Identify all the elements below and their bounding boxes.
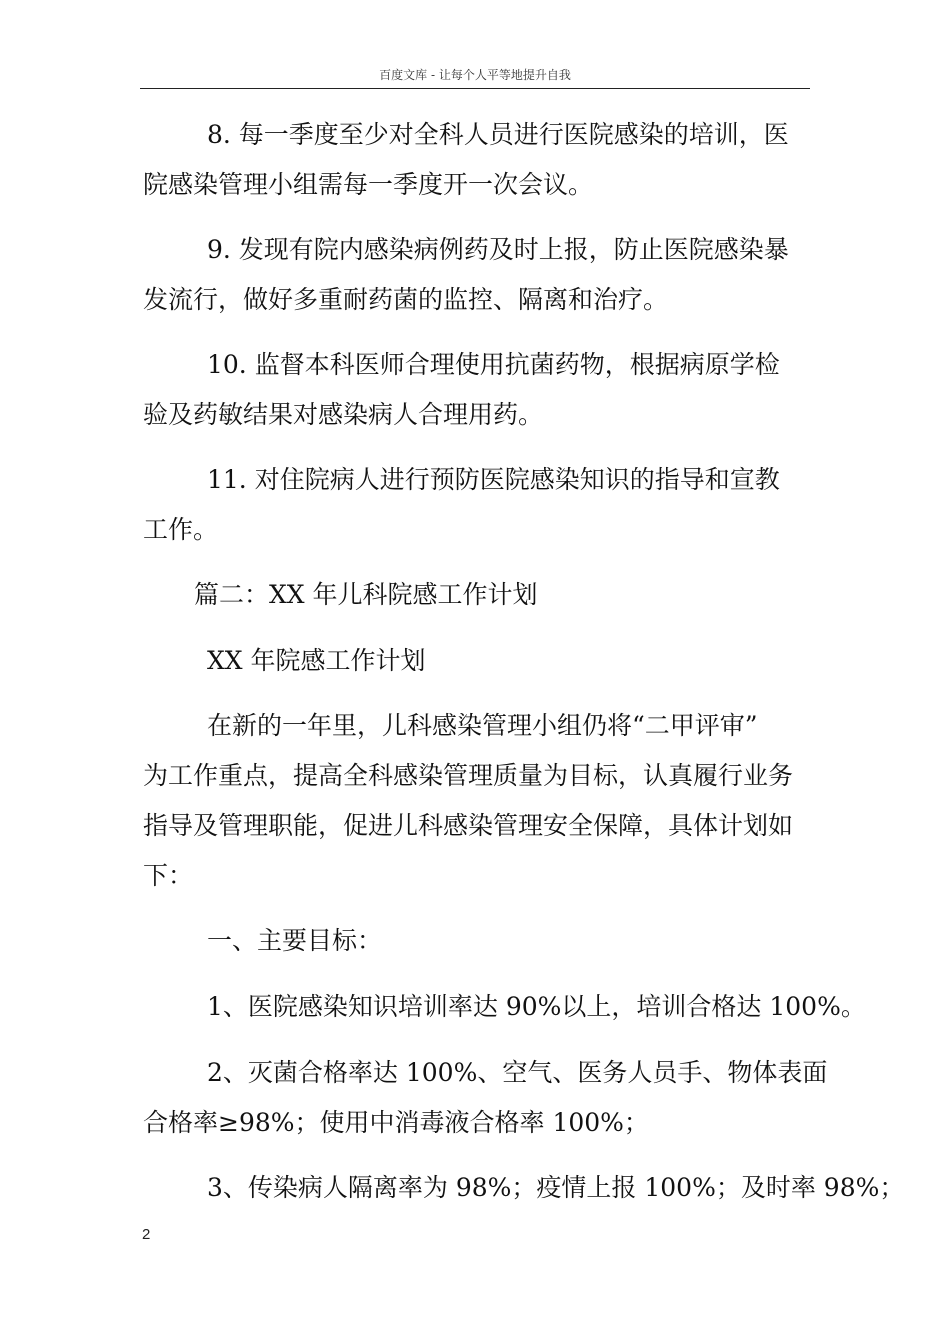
text-line-1: 8. 每一季度至少对全科人员进行医院感染的培训，医 [207, 120, 789, 149]
text-line-3: 9. 发现有院内感染病例药及时上报，防止医院感染暴 [207, 235, 789, 264]
text-line-12: 为工作重点，提高全科感染管理质量为目标，认真履行业务 [143, 761, 794, 790]
text-line-8: 工作。 [143, 515, 219, 544]
text-line-11: 在新的一年里，儿科感染管理小组仍将“二甲评审” [207, 711, 758, 740]
text-line-13: 指导及管理职能，促进儿科感染管理安全保障，具体计划如 [143, 811, 794, 840]
text-line-16: 1、医院感染知识培训率达 90%以上，培训合格达 100%。 [207, 992, 866, 1021]
text-line-4: 发流行，做好多重耐药菌的监控、隔离和治疗。 [143, 285, 669, 314]
text-line-15: 一、主要目标： [207, 926, 383, 955]
text-line-6: 验及药敏结果对感染病人合理用药。 [143, 400, 544, 429]
text-line-14: 下： [143, 861, 194, 890]
text-line-5: 10. 监督本科医师合理使用抗菌药物，根据病原学检 [207, 350, 780, 379]
section-title: 篇二：XX 年儿科院感工作计划 [194, 580, 538, 609]
subsection-title: XX 年院感工作计划 [207, 646, 426, 675]
page-number: 2 [142, 1226, 151, 1243]
text-line-17: 2、灭菌合格率达 100%、空气、医务人员手、物体表面 [207, 1058, 828, 1087]
page-header [140, 66, 810, 89]
text-line-2: 院感染管理小组需每一季度开一次会议。 [143, 170, 594, 199]
text-line-18: 合格率≥98%；使用中消毒液合格率 100%； [143, 1108, 649, 1137]
text-line-7: 11. 对住院病人进行预防医院感染知识的指导和宣教 [207, 465, 780, 494]
text-line-19: 3、传染病人隔离率为 98%；疫情上报 100%；及时率 98%； [207, 1173, 905, 1202]
header-text: 百度文库 - 让每个人平等地提升自我 [379, 68, 571, 82]
